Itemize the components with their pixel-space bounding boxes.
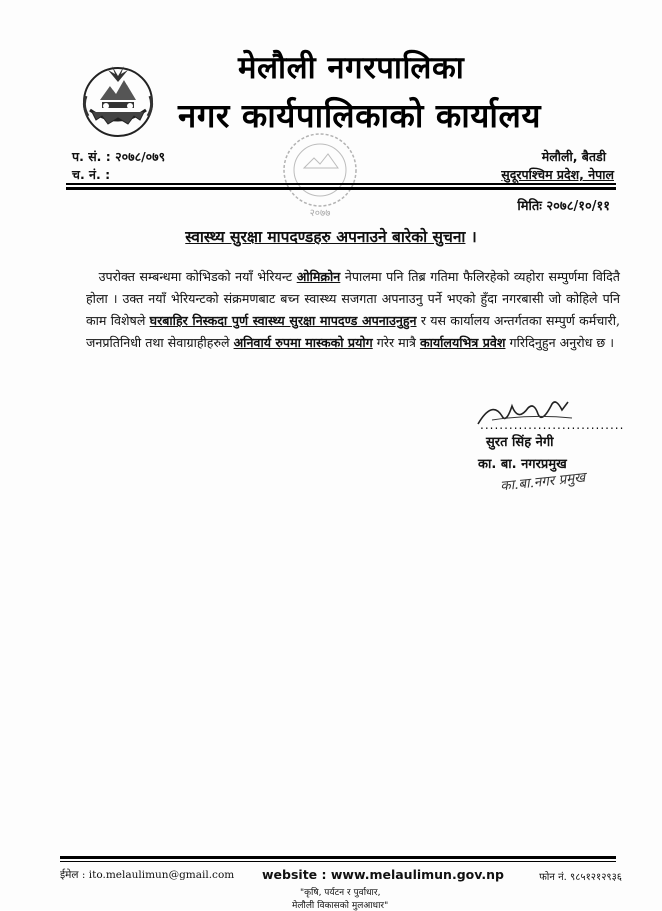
body-highlight-safety: घरबाहिर निस्कदा पुर्ण स्वास्थ्य सुरक्षा मापदण्ड अपनाउनुहुन xyxy=(149,313,417,328)
footer-divider-thin xyxy=(60,861,616,862)
body-segment-1: उपरोक्त सम्बन्धमा कोभिडको नयाँ भेरियन्ट xyxy=(98,269,293,284)
municipality-title: मेलौली नगरपालिका xyxy=(238,50,465,86)
address-line1: मेलौली, बैतडी xyxy=(541,149,606,164)
footer-divider-thick xyxy=(60,856,616,859)
office-stamp-icon xyxy=(270,128,370,220)
signatory-name: सुरत सिंह नेगी xyxy=(486,435,554,450)
body-highlight-omicron: ओमिक्रोन xyxy=(296,269,341,284)
body-highlight-mask: अनिवार्य रुपमा मास्कको प्रयोग xyxy=(233,335,373,350)
footer-phone: फोन नं. ९८५१२१२९३६ xyxy=(539,872,622,883)
dispatch-number: च. नं. : xyxy=(72,167,111,182)
signature-line: .............................. xyxy=(480,418,625,432)
body-segment-3: र यस कार्यालय अन्तर्गतका सम्पुर्ण कर्मचारी, जनप्रतिनिधी तथा सेवाग्राहीहरुले xyxy=(86,313,620,350)
footer-slogan-line2: मेलौली विकासको मुलआधार" xyxy=(292,901,389,911)
header-divider-thick xyxy=(66,187,616,190)
address-line2: सुदूरपश्चिम प्रदेश, नेपाल xyxy=(501,167,614,182)
nepal-emblem-icon xyxy=(76,60,160,140)
notice-body xyxy=(86,266,620,354)
body-segment-5: गरिदिनुहुन अनुरोध छ । xyxy=(509,335,614,350)
office-title: नगर कार्यपालिकाको कार्यालय xyxy=(178,96,541,135)
signatory-handwritten-role: का.बा.नगर प्रमुख xyxy=(499,469,587,495)
body-segment-4: गरेर मात्रै xyxy=(376,335,416,350)
signatory-role: का. बा. नगरप्रमुख xyxy=(478,457,567,472)
header-divider-thin xyxy=(66,183,616,185)
footer-slogan-line1: "कृषि, पर्यटन र पुर्वाधार, xyxy=(300,888,381,898)
footer-website: website : www.melaulimun.gov.np xyxy=(262,867,504,882)
stamp-year: २०७७ xyxy=(309,208,331,219)
reference-number: प. सं. : २०७८/०७९ xyxy=(72,149,166,164)
footer-email: ईमेल : ito.melaulimun@gmail.com xyxy=(60,869,235,881)
body-highlight-entry: कार्यालयभित्र प्रवेश xyxy=(419,335,506,350)
notice-subject xyxy=(0,225,662,247)
notice-date: मितिः २०७८/१०/११ xyxy=(517,199,610,214)
subject-text: स्वास्थ्य सुरक्षा मापदण्डहरु अपनाउने बारेको सुचना xyxy=(185,228,466,246)
body-segment-2: नेपालमा पनि तिब्र गतिमा फैलिरहेको व्यहोरा सम्पुर्णमा विदितै होला । उक्त नयाँ भेरियन्टको संक्रमणबाट बच्न स्वास्थ्य सजगता अपनाउनु पर्ने भएको हुँदा नगरबासी जो कोहिले पनि काम विशेषले xyxy=(86,269,620,328)
subject-end-mark: । xyxy=(470,228,477,246)
